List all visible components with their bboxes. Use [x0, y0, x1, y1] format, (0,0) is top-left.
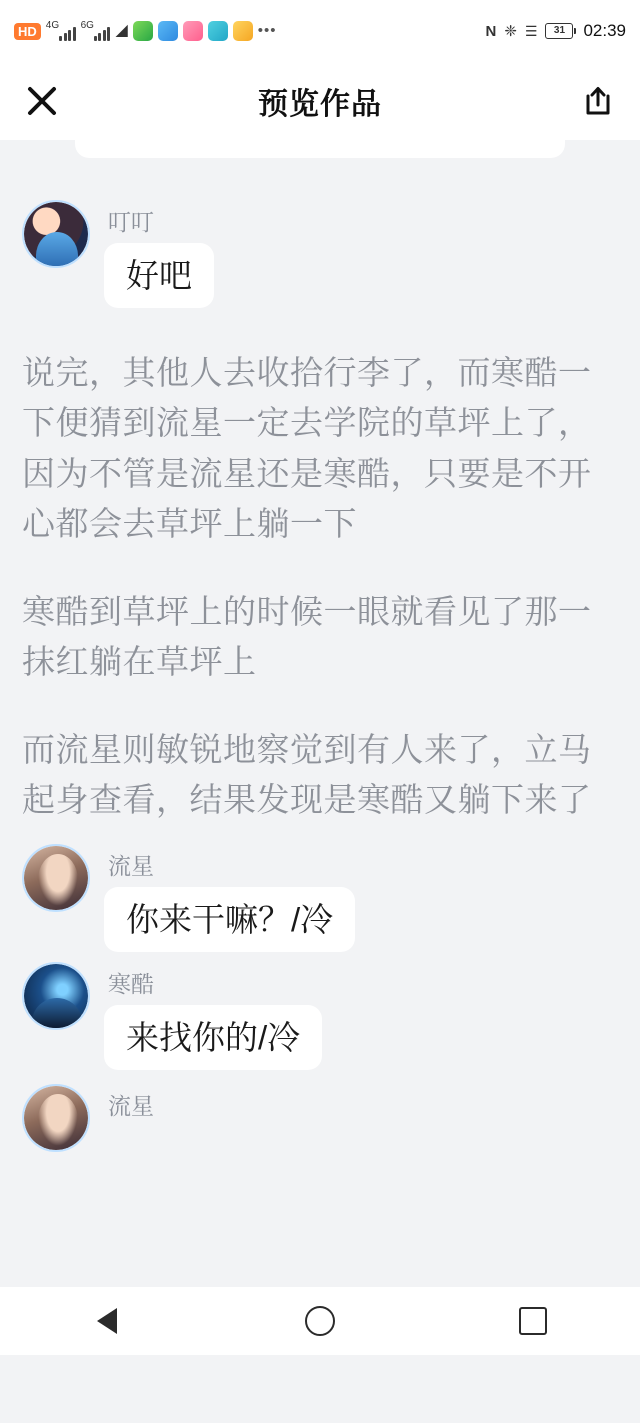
recents-square-icon — [519, 1307, 547, 1335]
status-bar — [0, 0, 640, 62]
message-bubble: 好吧 — [104, 243, 214, 308]
app-icon-pink — [183, 21, 203, 41]
status-bar-left — [14, 21, 277, 41]
avatar-image — [24, 1086, 88, 1150]
avatar[interactable] — [22, 962, 90, 1030]
nav-back-button[interactable] — [62, 1287, 152, 1355]
close-icon — [25, 84, 59, 118]
app-icon-yellow — [233, 21, 253, 41]
message-body — [104, 1084, 154, 1121]
page-title: 预览作品 — [258, 88, 382, 121]
narration-text: 说完，其他人去收拾行李了，而寒酷一下便猜到流星一定去学院的草坪上了，因为不管是流星还是寒酷，只要是不开心都会去草坪上躺一下 — [22, 354, 592, 542]
message-nickname: 寒酷 — [108, 970, 154, 997]
home-circle-icon — [305, 1306, 335, 1336]
avatar-image — [24, 964, 88, 1028]
battery-icon — [545, 23, 573, 39]
share-button[interactable] — [578, 81, 618, 121]
more-notifications-icon: ••• — [257, 22, 277, 39]
system-navigation-bar — [0, 1287, 640, 1355]
message-item — [22, 200, 618, 308]
message-bubble: 你来干嘛？/冷 — [104, 887, 355, 952]
message-nickname: 流星 — [108, 852, 154, 879]
signal-1-icon: 4G — [46, 21, 76, 41]
back-triangle-icon — [97, 1308, 117, 1334]
partial-card-above — [75, 140, 565, 158]
notification-icons — [133, 21, 277, 41]
app-icon-green — [133, 21, 153, 41]
wifi-icon: ◢ — [115, 22, 128, 39]
clock: 02:39 — [583, 21, 626, 40]
hd-icon: HD — [14, 23, 41, 40]
nav-recents-button[interactable] — [488, 1287, 578, 1355]
battery-percent: 31 — [553, 25, 566, 36]
message-body — [104, 962, 322, 1070]
status-bar-right — [485, 21, 626, 41]
bluetooth-icon: ❈ — [504, 23, 517, 40]
nav-home-button[interactable] — [275, 1287, 365, 1355]
message-body — [104, 200, 214, 308]
signal-bars-1 — [59, 25, 76, 41]
avatar-image — [24, 846, 88, 910]
message-nickname: 叮叮 — [108, 209, 154, 235]
message-body — [104, 844, 355, 952]
nfc-icon: N — [485, 22, 497, 40]
avatar[interactable] — [22, 844, 90, 912]
avatar-image — [24, 202, 88, 266]
message-nickname: 流星 — [108, 1093, 154, 1119]
message-bubble: 来找你的/冷 — [104, 1005, 322, 1070]
app-icon-blue — [158, 21, 178, 41]
header-bar — [0, 62, 640, 140]
narration-text: 寒酷到草坪上的时候一眼就看见了那一抹红躺在草坪上 — [22, 592, 592, 681]
message-item — [22, 844, 618, 952]
preview-content[interactable] — [0, 140, 640, 1355]
app-icon-cyan — [208, 21, 228, 41]
signal-bars-2 — [94, 25, 111, 41]
close-button[interactable] — [22, 81, 62, 121]
avatar[interactable] — [22, 1084, 90, 1152]
share-icon — [581, 84, 615, 118]
vibrate-icon: ☰ — [524, 22, 538, 39]
signal-2-icon: 6G — [81, 21, 111, 41]
message-item-partial — [22, 1084, 618, 1152]
narration-text: 而流星则敏锐地察觉到有人来了，立马起身查看，结果发现是寒酷又躺下来了 — [22, 731, 592, 819]
avatar[interactable] — [22, 200, 90, 268]
message-item — [22, 962, 618, 1070]
